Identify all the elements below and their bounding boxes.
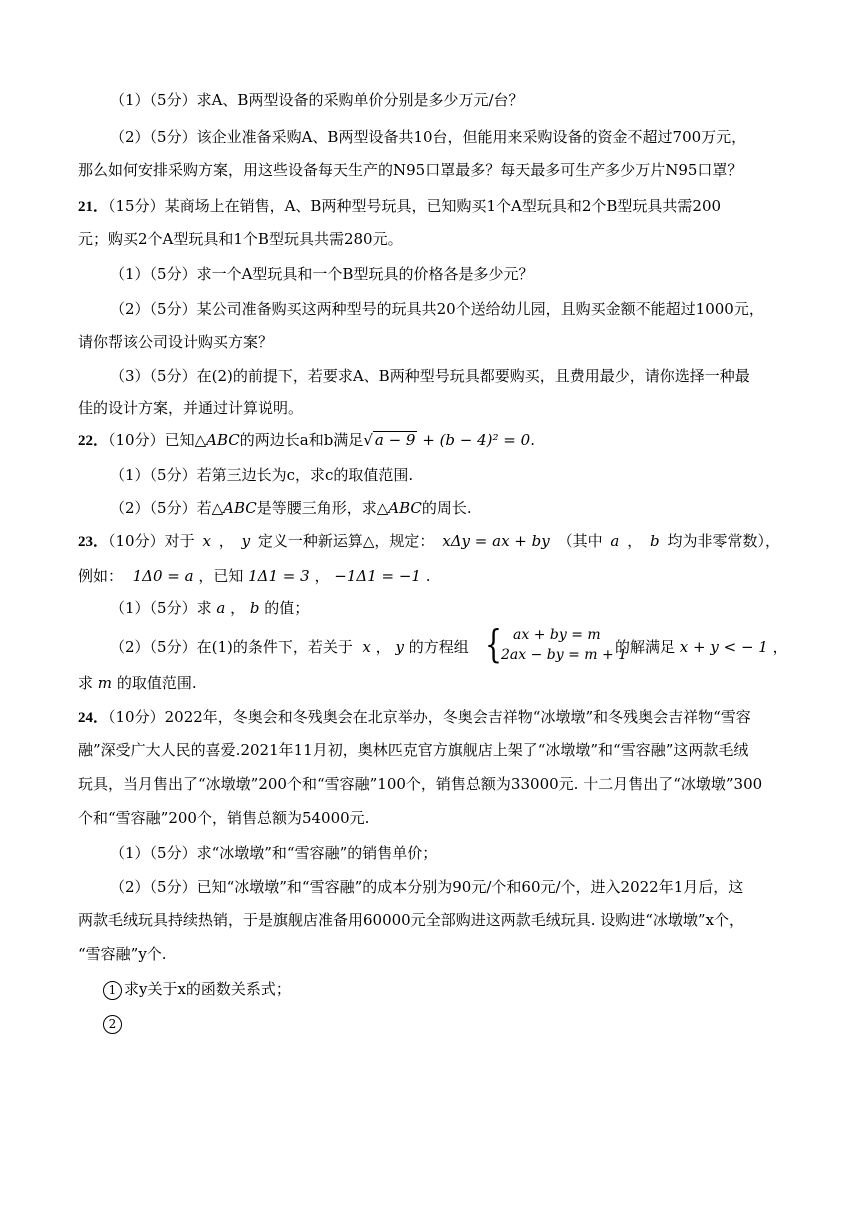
q24-stem-line3: 玩具，当月售出了“冰墩墩”200个和“雪容融”100个，销售总额为33000元. 十二月售出了“冰墩墩”300: [78, 775, 763, 793]
q23-stem-line1: 23．（10分）对于 x ， y 定义一种新运算△，规定： xΔy = ax + by （其中 a ， b 均为非零常数），: [78, 532, 780, 550]
q21-part1: （1）（5分）求一个A型玩具和一个B型玩具的价格各是多少元？: [110, 265, 534, 283]
q24-part1: （1）（5分）求“冰墩墩”和“雪容融”的销售单价；: [110, 844, 438, 862]
q23-part1: （1）（5分）求 a ， b 的值；: [110, 599, 310, 617]
q24-stem-line4: 个和“雪容融”200个，销售总额为54000元.: [78, 809, 370, 827]
q22-part2: （2）（5分）若△ABC是等腰三角形，求△ABC的周长.: [110, 499, 472, 517]
q21-part2-line1: （2）（5分）某公司准备购买这两种型号的玩具共20个送给幼儿园，且购买金额不能超过1000元，: [110, 300, 764, 318]
q23-part2-condition: 的解满足 x + y < − 1 ，: [615, 638, 788, 656]
brace-icon: {: [485, 622, 502, 666]
equation-system: [485, 622, 628, 667]
q22-part1: （1）（5分）若第三边长为c，求c的取值范围.: [110, 466, 414, 484]
q20-part1: （1）（5分）求A、B两型设备的采购单价分别是多少万元/台？: [110, 91, 524, 109]
q21-part3-line1: （3）（5分）在(2)的前提下，若要求A、B两种型号玩具都要购买，且费用最少，请你选择一种最: [110, 367, 750, 385]
equation-2: 2ax − by = m + 1: [501, 647, 628, 663]
equation-1: ax + by = m: [513, 627, 601, 643]
q21-part2-line2: 请你帮该公司设计购买方案？: [78, 333, 274, 351]
q24-part2-line3: “雪容融”y个.: [78, 945, 167, 963]
q21-stem-line1: 21．（15分）某商场上在销售，A、B两种型号玩具，已知购买1个A型玩具和2个B型玩具共需200: [78, 197, 722, 215]
circled-number-icon: 2: [103, 1015, 122, 1034]
q23-stem-line2: 例如： 1Δ0 = a ，已知 1Δ1 = 3 ， −1Δ1 = −1 .: [78, 567, 431, 585]
q23-part2: （2）（5分）在(1)的条件下，若关于 x ， y 的方程组: [110, 638, 469, 656]
q24-sub1: 1 求y关于x的函数关系式；: [103, 979, 291, 1000]
q23-part2-line2: 求 m 的取值范围.: [78, 674, 197, 692]
q21-stem-line2: 元；购买2个A型玩具和1个B型玩具共需280元。: [78, 230, 403, 248]
q24-part2-line2: 两款毛绒玩具持续热销，于是旗舰店准备用60000元全部购进这两款毛绒玩具. 设购进“冰墩墩”x个，: [78, 911, 745, 929]
q20-part2-line1: （2）（5分）该企业准备采购A、B两型设备共10台，但能用来采购设备的资金不超过700万元，: [110, 128, 747, 146]
q24-stem-line1: 24．（10分）2022年，冬奥会和冬残奥会在北京举办，冬奥会吉祥物“冰墩墩”和冬残奥会吉祥物“雪容: [78, 708, 751, 726]
q20-part2-line2: 那么如何安排采购方案，用这些设备每天生产的N95口罩最多？每天最多可生产多少万片N95口罩？: [78, 161, 743, 179]
sqrt-expression: √ a − 9 + (b − 4)² = 0.: [363, 431, 535, 449]
circled-number-icon: 1: [103, 981, 122, 1000]
q24-sub2: [103, 1013, 124, 1034]
q24-stem-line2: 融”深受广大人民的喜爱.2021年11月初，奥林匹克官方旗舰店上架了“冰墩墩”和“雪容融”这两款毛绒: [78, 741, 749, 759]
q24-part2-line1: （2）（5分）已知“冰墩墩”和“雪容融”的成本分别为90元/个和60元/个，进入2022年1月后，这: [110, 878, 744, 896]
q21-part3-line2: 佳的设计方案，并通过计算说明。: [78, 399, 304, 417]
q22-stem: 22．（10分）已知△ABC的两边长a和b满足√ a − 9 + (b − 4)² = 0.: [78, 431, 535, 449]
